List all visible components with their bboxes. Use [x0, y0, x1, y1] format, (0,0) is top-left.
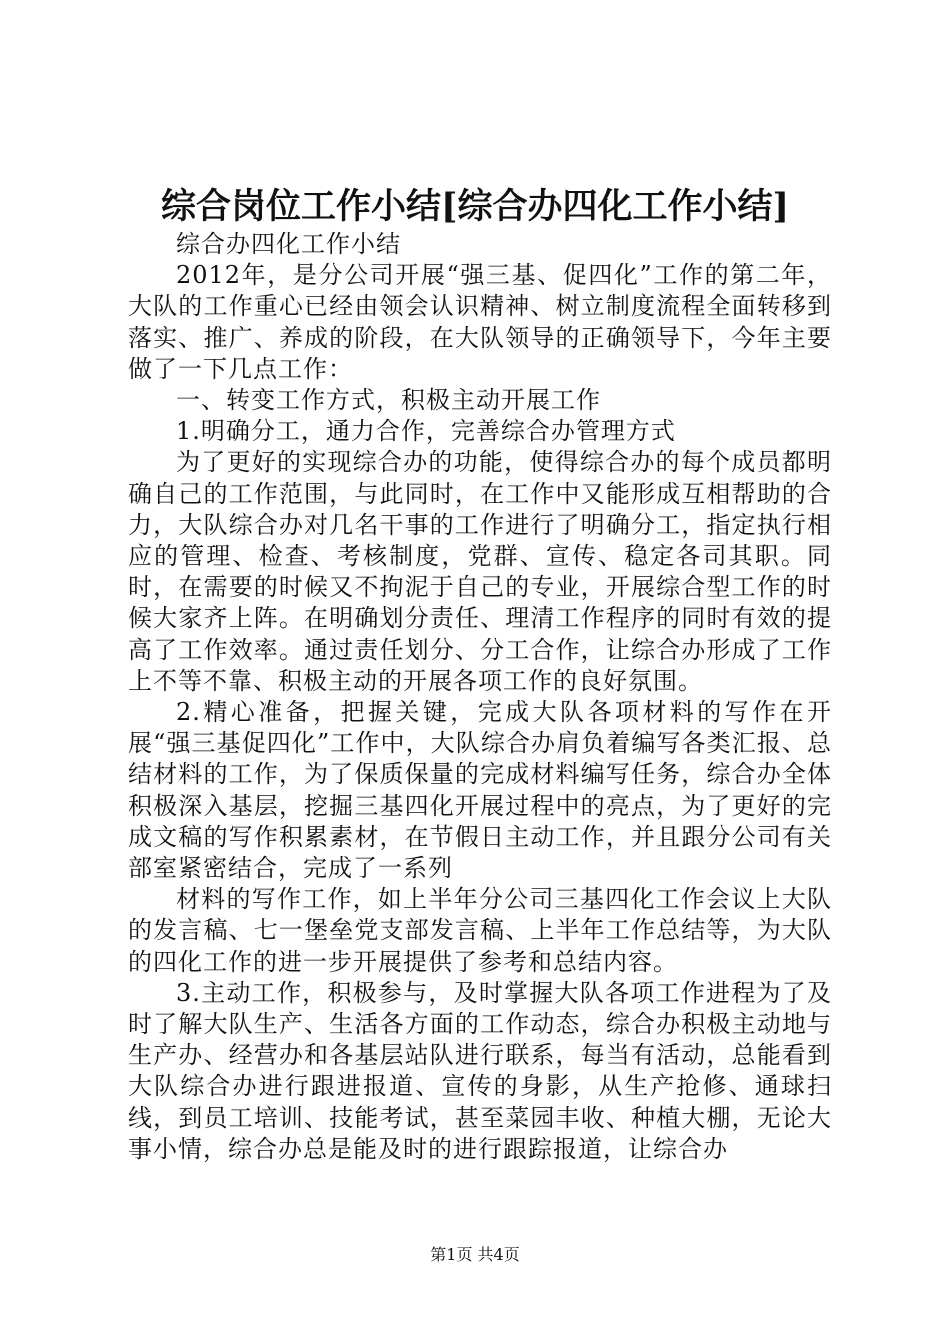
paragraph-intro: 2012年，是分公司开展“强三基、促四化”工作的第二年，大队的工作重心已经由领会认识精神、树立制度流程全面转移到落实、推广、养成的阶段，在大队领导的正确领导下，今年主要做了一下几点工作： — [128, 261, 832, 383]
subsection-heading-1: 1.明确分工，通力合作，完善综合办管理方式 — [176, 417, 676, 446]
paragraph-body-4: 3.主动工作，积极参与，及时掌握大队各项工作进程为了及时了解大队生产、生活各方面的工作动态，综合办积极主动地与生产办、经营办和各基层站队进行联系，每当有活动，总能看到大队综合办进行跟进报道、宣传的身影，从生产抢修、通球扫线，到员工培训、技能考试，甚至菜园丰收、种植大棚，无论大事小情，综合办总是能及时的进行跟踪报道，让综合办 — [128, 978, 832, 1163]
paragraph-body-3: 材料的写作工作，如上半年分公司三基四化工作会议上大队的发言稿、七一堡垒党支部发言稿、上半年工作总结等，为大队的四化工作的进一步开展提供了参考和总结内容。 — [128, 885, 832, 976]
document-body — [128, 229, 832, 1165]
document-title: 综合岗位工作小结[综合办四化工作小结] — [160, 186, 790, 227]
paragraph-body-1: 为了更好的实现综合办的功能，使得综合办的每个成员都明确自己的工作范围，与此同时，在工作中又能形成互相帮助的合力，大队综合办对几名干事的工作进行了明确分工，指定执行相应的管理、检查、考核制度，党群、宣传、稳定各司其职。同时，在需要的时候又不拘泥于自己的专业，开展综合型工作的时候大家齐上阵。在明确划分责任、理清工作程序的同时有效的提高了工作效率。通过责任划分、分工合作，让综合办形成了工作上不等不靠、积极主动的开展各项工作的良好氛围。 — [128, 448, 832, 695]
paragraph-body-2: 2.精心准备，把握关键，完成大队各项材料的写作在开展“强三基促四化”工作中，大队综合办肩负着编写各类汇报、总结材料的工作，为了保质保量的完成材料编写任务，综合办全体积极深入基层，挖掘三基四化开展过程中的亮点，为了更好的完成文稿的写作积累素材，在节假日主动工作，并且跟分公司有关部室紧密结合，完成了一系列 — [128, 698, 832, 883]
page-number-footer: 第1页 共4页 — [430, 1245, 520, 1264]
paragraph-subtitle: 综合办四化工作小结 — [176, 230, 401, 258]
section-heading-1: 一、转变工作方式，积极主动开展工作 — [176, 386, 601, 415]
